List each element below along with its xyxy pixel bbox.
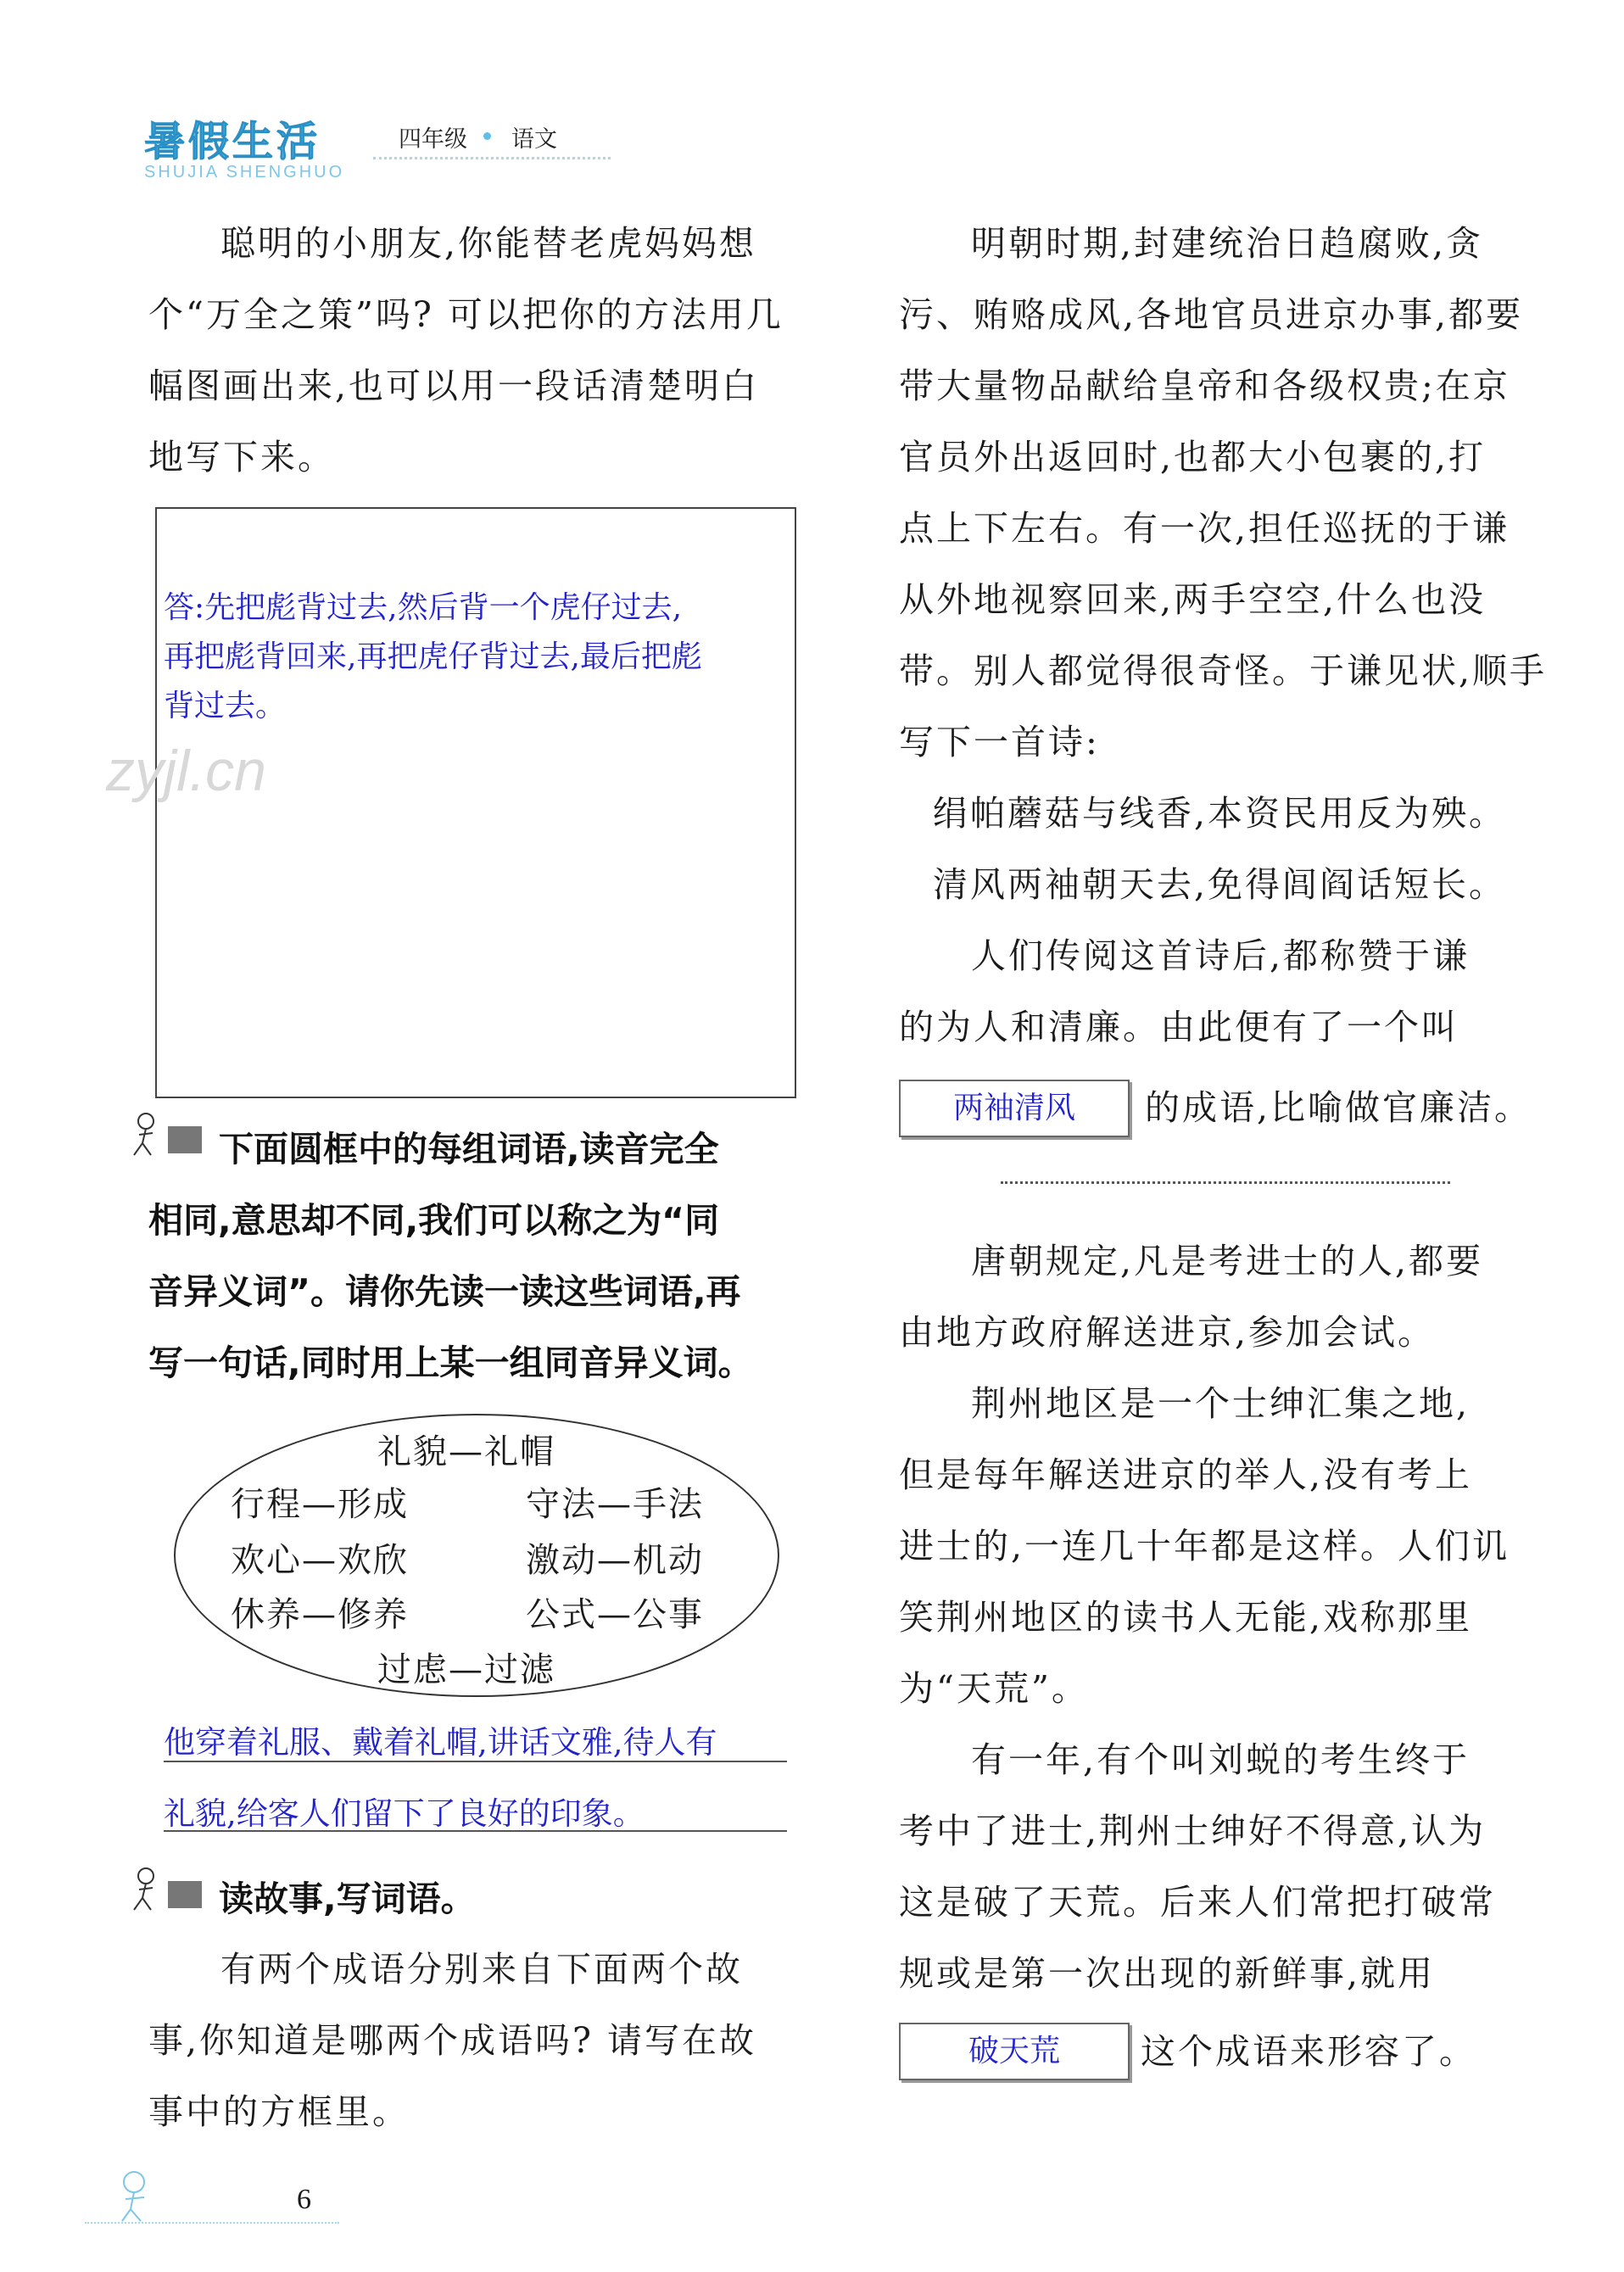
text-line: 规或是第一次出现的新鲜事,就用 — [899, 1953, 1436, 1994]
text-line: 由地方政府解送进京,参加会试。 — [899, 1312, 1436, 1353]
poem-line: 绢帕蘑菇与线香,本资民用反为殃。 — [933, 793, 1507, 834]
text-line: 进士的,一连几十年都是这样。人们讥 — [899, 1526, 1510, 1566]
text-line: 有一年,有个叫刘蜕的考生终于 — [971, 1739, 1471, 1780]
brand-pinyin: SHUJIA SHENGHUO — [144, 163, 345, 181]
text-line: 事,你知道是哪两个成语吗? 请写在故 — [148, 2020, 757, 2061]
text-line: 下面圆框中的每组词语,读音完全 — [219, 1129, 719, 1169]
word-pair: 休养—修养 — [231, 1595, 409, 1634]
brand-logo: 暑假生活 — [144, 118, 321, 165]
watermark: zyjl.cn — [106, 739, 266, 803]
text-line: 聪明的小朋友,你能替老虎妈妈想 — [220, 223, 757, 264]
answer-underline — [164, 1830, 787, 1832]
poem-line: 清风两袖朝天去,免得闾阎话短长。 — [933, 864, 1507, 905]
story1-paragraph — [899, 208, 1569, 1063]
text-line: 写一句话,同时用上某一组同音异义词。 — [148, 1343, 753, 1383]
task-kid-icon — [127, 1866, 204, 1917]
task1-prompt — [219, 1114, 812, 1185]
text-line: 为“天荒”。 — [899, 1668, 1089, 1709]
text-line: 的为人和清廉。由此便有了一个叫 — [899, 1007, 1459, 1047]
text-line: 点上下左右。有一次,担任巡抚的于谦 — [899, 508, 1510, 549]
text-line: 从外地视察回来,两手空空,什么也没 — [899, 579, 1487, 620]
task1-prompt-cont — [148, 1185, 818, 1398]
word-pair: 公式—公事 — [526, 1595, 704, 1634]
answer2-text — [164, 1707, 808, 1850]
task2-prompt: 读故事,写词语。 — [219, 1878, 476, 1919]
text-line: 写下一首诗: — [899, 722, 1100, 762]
text-line: 带。别人都觉得很奇怪。于谦见状,顺手 — [899, 650, 1548, 691]
text-line: 有两个成语分别来自下面两个故 — [220, 1949, 743, 1990]
idiom-answer-box: 破天荒 — [899, 2023, 1130, 2080]
text-line: 人们传阅这首诗后,都称赞于谦 — [971, 935, 1471, 976]
header-dot — [483, 132, 491, 140]
word-pair: 守法—手法 — [526, 1485, 704, 1524]
idiom-sentence: 这个成语来形容了。 — [1141, 2031, 1476, 2072]
subject-label: 语文 — [511, 126, 557, 153]
word-pair: 礼貌—礼帽 — [377, 1432, 555, 1471]
task-kid-icon — [127, 1111, 204, 1162]
word-pair: 行程—形成 — [231, 1485, 409, 1524]
text-line: 污、贿赂成风,各地官员进京办事,都要 — [899, 294, 1524, 335]
idiom-answer-box: 两袖清风 — [899, 1080, 1130, 1137]
word-pair: 欢心—欢欣 — [231, 1541, 409, 1580]
text-line: 带大量物品献给皇帝和各级权贵;在京 — [899, 366, 1510, 406]
text-line: 个“万全之策”吗? 可以把你的方法用几 — [148, 294, 784, 335]
text-line: 相同,意思却不同,我们可以称之为“同 — [148, 1200, 720, 1241]
grade-label: 四年级 — [399, 126, 467, 153]
text-line: 这是破了天荒。后来人们常把打破常 — [899, 1882, 1496, 1923]
section-divider — [1001, 1181, 1450, 1184]
footer-divider — [85, 2222, 339, 2224]
text-line: 官员外出返回时,也都大小包裹的,打 — [899, 437, 1487, 477]
text-line: 明朝时期,封建统治日趋腐败,贪 — [971, 223, 1484, 264]
text-line: 唐朝规定,凡是考进士的人,都要 — [971, 1241, 1484, 1281]
word-pair: 激动—机动 — [526, 1541, 704, 1580]
story2-paragraph — [899, 1225, 1569, 2009]
answer-line: 再把彪背回来,再把虎仔背过去,最后把彪 — [164, 639, 702, 674]
text-line: 幅图画出来,也可以用一段话清楚明白 — [148, 366, 760, 406]
answer-text — [164, 583, 791, 731]
answer-underline — [164, 1761, 787, 1762]
answer-line: 礼貌,给客人们留下了良好的印象。 — [164, 1795, 645, 1832]
story-intro — [148, 1934, 801, 2147]
text-line: 音异义词”。请你先读一读这些词语,再 — [148, 1271, 741, 1312]
page-number: 6 — [297, 2184, 311, 2215]
text-line: 考中了进士,荆州士绅好不得意,认为 — [899, 1811, 1487, 1851]
answer-line: 他穿着礼服、戴着礼帽,讲话文雅,待人有 — [164, 1724, 717, 1761]
answer-line: 背过去。 — [164, 689, 287, 723]
word-pair: 过虑—过滤 — [377, 1650, 555, 1689]
intro-paragraph — [148, 208, 801, 493]
text-line: 笑荆州地区的读书人无能,戏称那里 — [899, 1597, 1473, 1638]
header-divider — [373, 157, 611, 159]
text-line: 但是每年解送进京的举人,没有考上 — [899, 1454, 1473, 1495]
text-line: 事中的方框里。 — [148, 2091, 410, 2132]
idiom-sentence: 的成语,比喻做官廉洁。 — [1145, 1087, 1532, 1128]
text-line: 地写下来。 — [148, 437, 335, 477]
footer-kid-icon — [92, 2167, 168, 2226]
text-line: 荆州地区是一个士绅汇集之地, — [971, 1383, 1471, 1424]
answer-line: 答:先把彪背过去,然后背一个虎仔过去, — [164, 590, 683, 625]
